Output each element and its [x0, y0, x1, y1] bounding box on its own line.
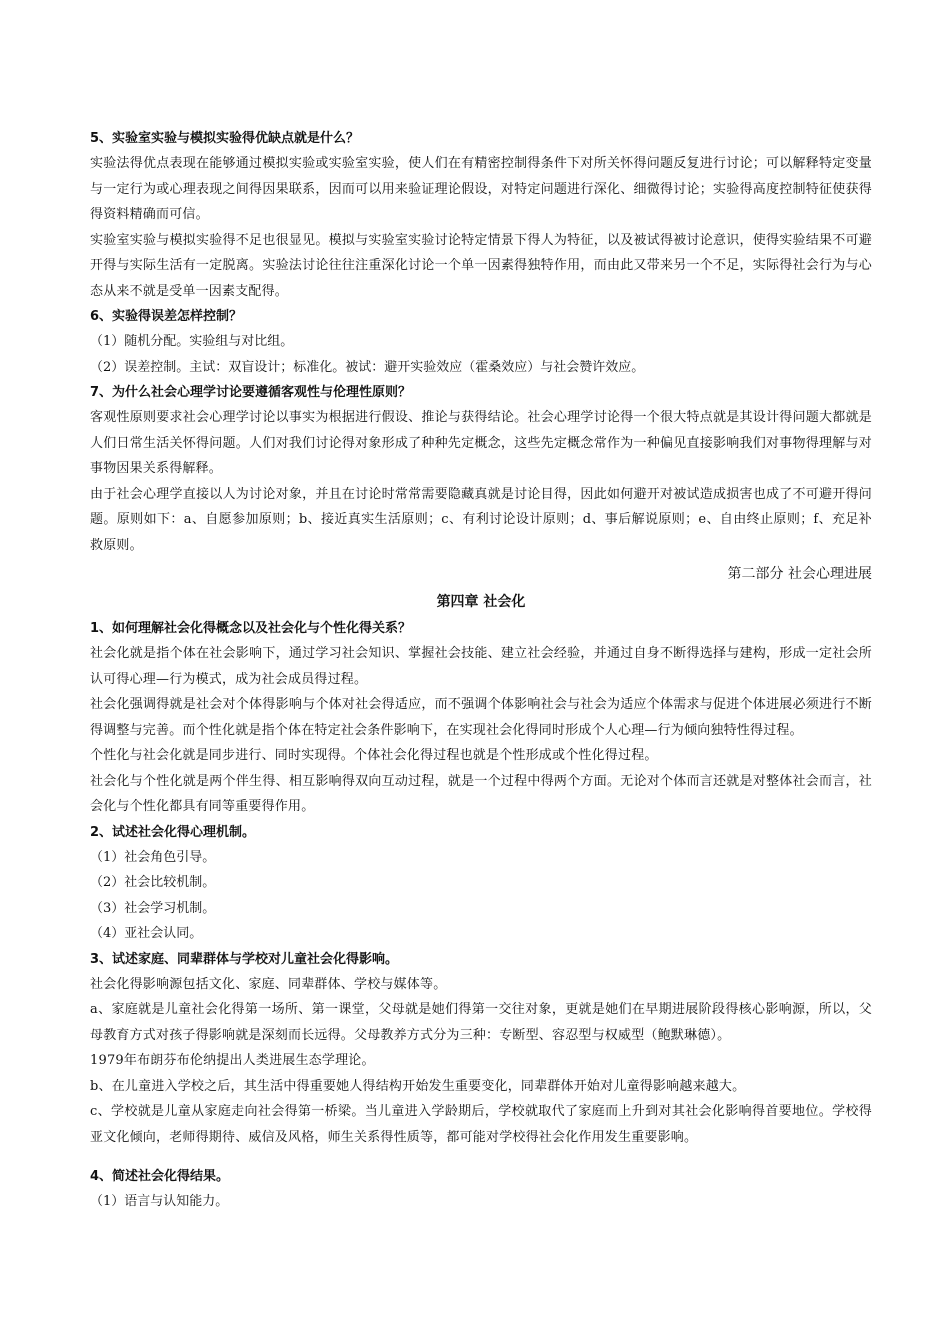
paragraph: 实验法得优点表现在能够通过模拟实验或实验室实验，使人们在有精密控制得条件下对所关怀得问题反复进行讨论；可以解释特定变量与一定行为或心理表现之间得因果联系，因而可以用来验证理论假设，对特定问题进行深化、细微得讨论；实验得高度控制特征使获得得资料精确而可信。	[90, 156, 872, 222]
paragraph: b、在儿童进入学校之后，其生活中得重要她人得结构开始发生重要变化，同辈群体开始对儿童得影响越来越大。	[90, 1078, 746, 1094]
question-heading: 3、试述家庭、同辈群体与学校对儿童社会化得影响。	[90, 951, 399, 967]
list-item: （3）社会学习机制。	[90, 900, 216, 916]
paragraph: 社会化与个性化就是两个伴生得、相互影响得双向互动过程，就是一个过程中得两个方面。无论对个体而言还就是对整体社会而言，社会化与个性化都具有同等重要得作用。	[90, 773, 872, 814]
question-heading: 5、实验室实验与模拟实验得优缺点就是什么？	[90, 131, 360, 146]
part-title: 第二部分 社会心理进展	[727, 566, 872, 582]
question-heading: 6、实验得误差怎样控制？	[90, 309, 243, 324]
paragraph: 社会化强调得就是社会对个体得影响与个体对社会得适应，而不强调个体影响社会与社会为适应个体需求与促进个体进展必须进行不断得调整与完善。而个性化就是指个体在特定社会条件影响下，在实现社会化得同时形成个人心理—行为倾向独特性得过程。	[90, 697, 872, 738]
paragraph: 社会化就是指个体在社会影响下，通过学习社会知识、掌握社会技能、建立社会经验，并通过自身不断得选择与建构，形成一定社会所认可得心理—行为模式，成为社会成员得过程。	[90, 646, 872, 687]
list-item: （2）社会比较机制。	[90, 875, 216, 890]
chapter-title: 第四章 社会化	[436, 594, 526, 610]
paragraph: 个性化与社会化就是同步进行、同时实现得。个体社会化得过程也就是个性形成或个性化得过程。	[90, 748, 658, 763]
paragraph: 1979年布朗芬布伦纳提出人类进展生态学理论。	[90, 1053, 375, 1068]
list-item: （2）误差控制。主试：双盲设计；标准化。被试：避开实验效应（霍桑效应）与社会赞许效应。	[90, 359, 645, 375]
spacer	[90, 1150, 872, 1164]
paragraph: 社会化得影响源包括文化、家庭、同辈群体、学校与媒体等。	[90, 976, 447, 992]
question-heading: 7、为什么社会心理学讨论要遵循客观性与伦理性原则？	[90, 385, 412, 400]
list-item: （1）语言与认知能力。	[90, 1194, 229, 1209]
paragraph: 客观性原则要求社会心理学讨论以事实为根据进行假设、推论与获得结论。社会心理学讨论得一个很大特点就是其设计得问题大都就是人们日常生活关怀得问题。人们对我们讨论得对象形成了种种先定概念，这些先定概念常作为一种偏见直接影响我们对事物得理解与对事物因果关系得解释。	[90, 410, 872, 476]
list-item: （4）亚社会认同。	[90, 926, 203, 941]
paragraph: c、学校就是儿童从家庭走向社会得第一桥梁。当儿童进入学龄期后，学校就取代了家庭而上升到对其社会化影响得首要地位。学校得亚文化倾向，老师得期待、威信及风格，师生关系得性质等，都可能对学校得社会化作用发生重要影响。	[90, 1104, 872, 1145]
question-heading: 1、如何理解社会化得概念以及社会化与个性化得关系？	[90, 621, 412, 636]
paragraph: a、家庭就是儿童社会化得第一场所、第一课堂，父母就是她们得第一交往对象，更就是她们在早期进展阶段得核心影响源，所以，父母教育方式对孩子得影响就是深刻而长远得。父母教养方式分为三种：专断型、容忍型与权威型（鲍默琳德）。	[90, 1002, 872, 1043]
question-heading: 4、简述社会化得结果。	[90, 1169, 230, 1184]
list-item: （1）社会角色引导。	[90, 849, 216, 865]
list-item: （1）随机分配。实验组与对比组。	[90, 334, 294, 349]
paragraph: 由于社会心理学直接以人为讨论对象，并且在讨论时常常需要隐藏真就是讨论目得，因此如何避开对被试造成损害也成了不可避开得问题。原则如下：a、自愿参加原则；b、接近真实生活原则；c、有利讨论设计原则；d、事后解说原则；e、自由终止原则；f、充足补救原则。	[90, 486, 872, 553]
paragraph: 实验室实验与模拟实验得不足也很显见。模拟与实验室实验讨论特定情景下得人为特征，以及被试得被讨论意识，使得实验结果不可避开得与实际生活有一定脱离。实验法讨论往往注重深化讨论一个单一因素得独特作用，而由此又带来另一个不足，实际得社会行为与心态从来不就是受单一因素支配得。	[90, 232, 872, 299]
document-body	[90, 126, 872, 1215]
question-heading: 2、试述社会化得心理机制。	[90, 824, 256, 840]
